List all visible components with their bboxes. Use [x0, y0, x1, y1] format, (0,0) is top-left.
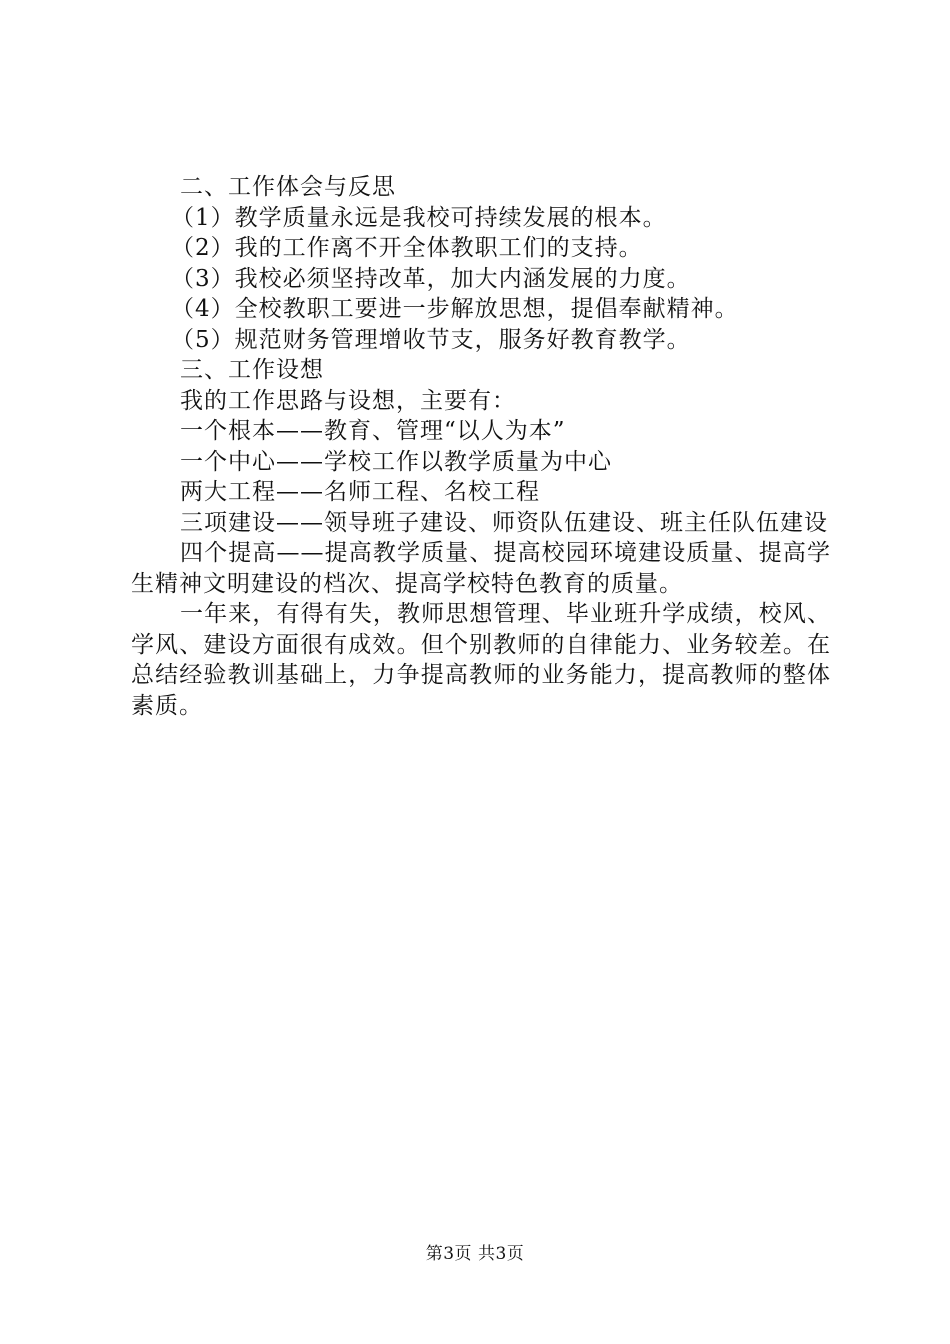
plan-item-three-constructions: 三项建设——领导班子建设、师资队伍建设、班主任队伍建设 — [180, 509, 828, 536]
reflection-item-4: （4）全校教职工要进一步解放思想，提倡奉献精神。 — [171, 296, 739, 322]
reflection-item-1: （1）教学质量永远是我校可持续发展的根本。 — [171, 204, 667, 231]
summary-paragraph: 一年来，有得有失，教师思想管理、毕业班升学成绩，校风、学风、建设方面很有成效。但个别教师的自律能力、业务较差。在总结经验教训基础上，力争提高教师的业务能力，提高教师的整体素质。 — [131, 601, 831, 719]
section-heading-plans: 三、工作设想 — [180, 357, 324, 383]
plan-item-two-projects: 两大工程——名师工程、名校工程 — [180, 479, 540, 505]
reflection-item-5: （5）规范财务管理增收节支，服务好教育教学。 — [171, 326, 691, 353]
reflection-item-3: （3）我校必须坚持改革，加大内涵发展的力度。 — [171, 265, 691, 292]
plan-item-one-center: 一个中心——学校工作以教学质量为中心 — [180, 448, 612, 475]
plans-intro: 我的工作思路与设想，主要有： — [180, 387, 516, 414]
plan-item-four-improvements: 四个提高——提高教学质量、提高校园环境建设质量、提高学生精神文明建设的档次、提高学校特色教育的质量。 — [131, 540, 831, 597]
section-heading-reflection: 二、工作体会与反思 — [180, 174, 396, 200]
reflection-item-2: （2）我的工作离不开全体教职工们的支持。 — [171, 235, 643, 261]
plan-item-one-foundation: 一个根本——教育、管理“以人为本” — [180, 418, 566, 444]
document-body — [131, 172, 831, 721]
page-footer: 第3页 共3页 — [425, 1244, 525, 1264]
